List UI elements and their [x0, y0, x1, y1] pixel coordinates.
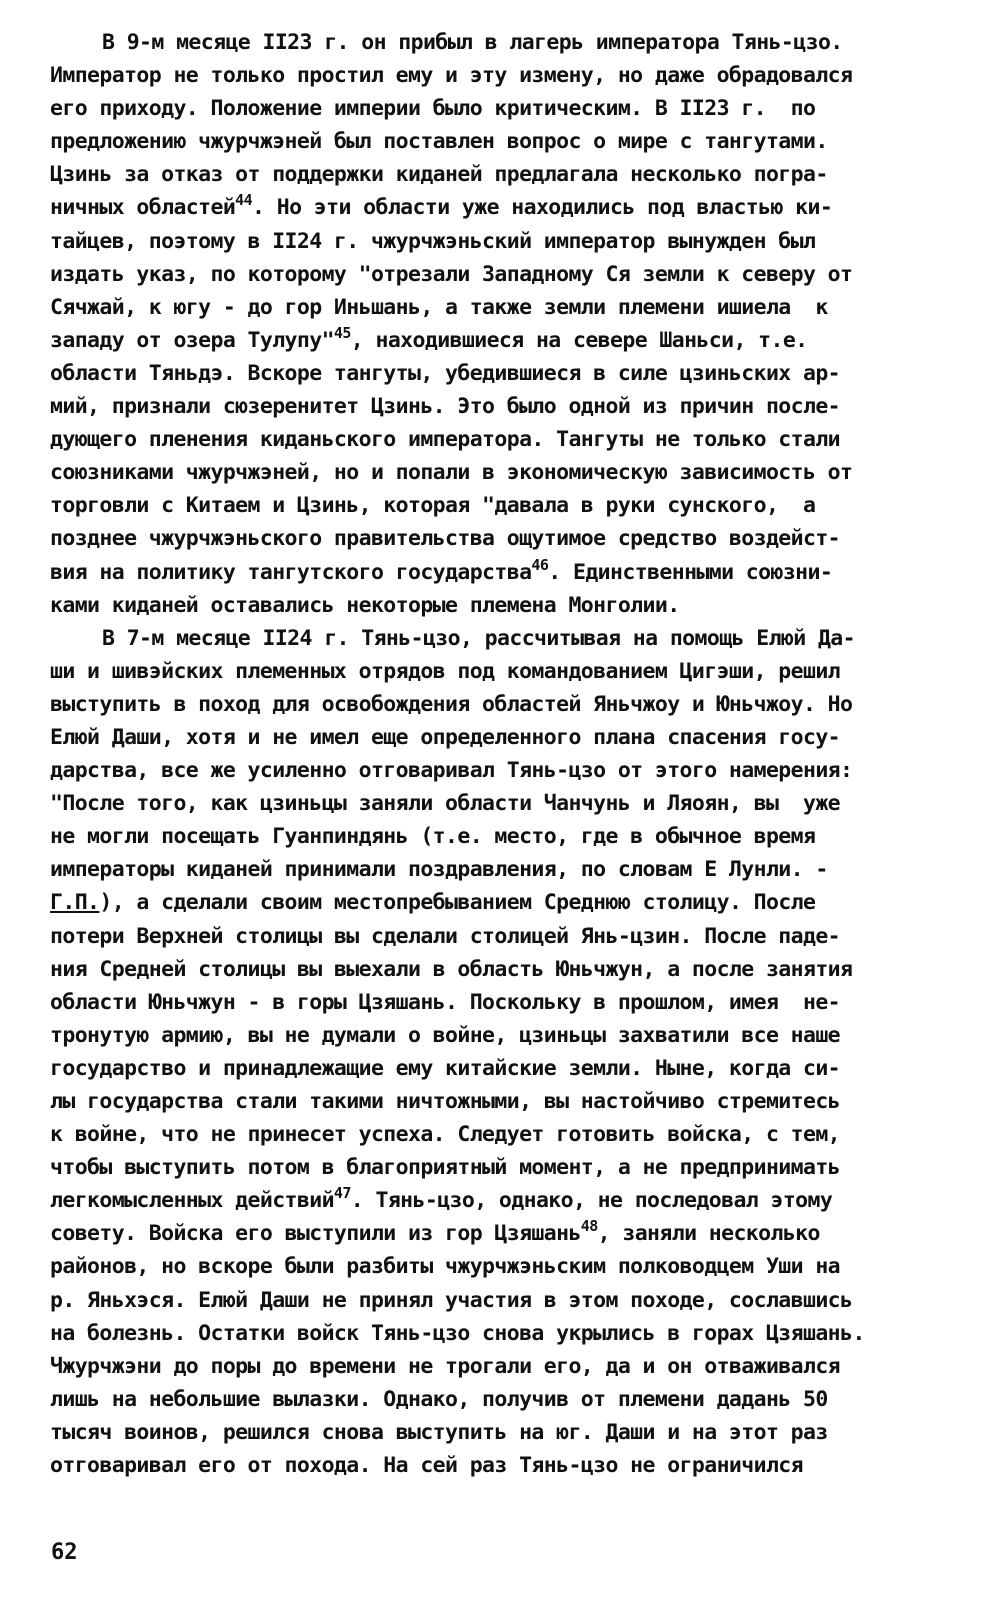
text-line: союзниками чжурчжэней, но и попали в экономическую зависимость от: [50, 460, 853, 486]
text-line: [50, 191, 960, 224]
text-line: Цзинь за отказ от поддержки киданей предлагала несколько погра-: [50, 162, 828, 188]
text-segment: . Тянь-цзо, однако, не последовал этому: [350, 1188, 833, 1214]
text-line: чтобы выступить потом в благоприятный момент, а не предпринимать: [50, 1155, 841, 1181]
text-line: ши и шивэйских племенных отрядов под командованием Цигэши, решил: [50, 658, 841, 684]
text-line: ния Средней столицы вы выехали в область Юньчжун, а после занятия: [50, 956, 853, 982]
text-segment: вия на политику тангутского государства: [50, 559, 532, 585]
text-line: предложению чжурчжэней был поставлен вопрос о мире с тангутами.: [50, 129, 828, 155]
text-line: издать указ, по которому "отрезали Западному Ся земли к северу от: [50, 261, 853, 287]
text-segment: ), а сделали своим местопребыванием Среднюю столицу. После: [99, 890, 816, 916]
text-segment: , находившиеся на севере Шаньси, т.е.: [350, 327, 808, 353]
text-line: области Тяньдэ. Вскоре тангуты, убедившиеся в силе цзиньских ар-: [50, 360, 841, 386]
footnote-ref-47: 47: [333, 1184, 351, 1203]
text-line: Чжурчжэни до поры до времени не трогали его, да и он отваживался: [50, 1353, 841, 1379]
text-segment: ничных областей: [50, 195, 236, 221]
text-line: "После того, как цзиньцы заняли области Чанчунь и Ляоян, вы уже: [50, 791, 841, 817]
text-line: области Юньчжун - в горы Цзяшань. Поскольку в прошлом, имея не-: [50, 989, 841, 1015]
text-line: торговли с Китаем и Цзинь, которая "давала в руки сунского, а: [50, 493, 816, 519]
text-line: позднее чжурчжэньского правительства ощутимое средство воздейст-: [50, 526, 841, 552]
author-initials: Г.П.: [50, 890, 100, 916]
text-line: выступить в поход для освобождения областей Яньчжоу и Юньчжоу. Но: [50, 691, 853, 717]
text-line: [50, 886, 960, 919]
text-segment: . Но эти области уже находились под властью ки-: [252, 195, 833, 221]
text-line: на болезнь. Остатки войск Тянь-цзо снова укрылись в горах Цзяшань.: [50, 1320, 865, 1346]
text-line: потери Верхней столицы вы сделали столицей Янь-цзин. После паде-: [50, 923, 841, 949]
text-segment: совету. Войска его выступили из гор Цзяшань: [50, 1221, 581, 1247]
text-line: мий, признали сюзеренитет Цзинь. Это было одной из причин после-: [50, 394, 841, 420]
text-line: не могли посещать Гуанпиндянь (т.е. место, где в обычное время: [50, 824, 816, 850]
text-line: [50, 324, 960, 357]
text-line: императоры киданей принимали поздравления, по словам Е Лунли. -: [50, 857, 828, 883]
text-line: лишь на небольшие вылазки. Однако, получив от племени дадань 50: [50, 1386, 828, 1412]
text-line: тронутую армию, вы не думали о войне, цзиньцы захватили все наше: [50, 1022, 841, 1048]
text-line: районов, но вскоре были разбиты чжурчжэньским полководцем Уши на: [50, 1254, 841, 1280]
text-line: государство и принадлежащие ему китайские земли. Ныне, когда си-: [50, 1055, 841, 1081]
text-line: тайцев, поэтому в II24 г. чжурчжэньский император вынужден был: [50, 228, 816, 254]
text-line: [50, 556, 960, 589]
text-line: [50, 1184, 960, 1217]
text-line: р. Яньхэся. Елюй Даши не принял участия в этом походе, сославшись: [50, 1287, 853, 1313]
text-segment: легкомысленных действий: [50, 1188, 334, 1214]
text-line: тысяч воинов, решился снова выступить на юг. Даши и на этот раз: [50, 1419, 828, 1445]
text-line: к войне, что не принесет успеха. Следует готовить войска, с тем,: [50, 1122, 841, 1148]
text-segment: . Единственными союзни-: [548, 559, 833, 585]
footnote-ref-45: 45: [333, 323, 351, 342]
text-line: дующего пленения киданьского императора. Тангуты не только стали: [50, 427, 841, 453]
text-segment: западу от озера Тулупу": [50, 327, 334, 353]
footnote-ref-46: 46: [531, 555, 549, 574]
footnote-ref-44: 44: [235, 191, 253, 210]
text-line: Елюй Даши, хотя и не имел еще определенного плана спасения госу-: [50, 724, 841, 750]
body-text: [50, 26, 960, 1482]
text-line: лы государства стали такими ничтожными, вы настойчиво стремитесь: [50, 1089, 841, 1114]
footnote-ref-48: 48: [580, 1217, 598, 1236]
text-line: отговаривал его от похода. На сей раз Тянь-цзо не ограничился: [50, 1453, 803, 1479]
text-line: В 9-м месяце II23 г. он прибыл в лагерь императора Тянь-цзо.: [102, 30, 843, 55]
text-line: его приходу. Положение империи было критическим. В II23 г. по: [50, 96, 816, 122]
text-line: [50, 1217, 960, 1250]
text-line: Сячжай, к югу - до гор Иньшань, а также земли племени ишиела к: [50, 294, 828, 320]
text-segment: , заняли несколько: [597, 1221, 820, 1247]
text-line: ками киданей оставались некоторые племена Монголии.: [50, 592, 680, 618]
text-line: дарства, все же усиленно отговаривал Тянь-цзо от этого намерения:: [50, 758, 853, 784]
page-number: 62: [51, 1540, 78, 1565]
text-line: В 7-м месяце II24 г. Тянь-цзо, рассчитывая на помощь Елюй Да-: [102, 625, 855, 651]
text-line: Император не только простил ему и эту измену, но даже обрадовался: [50, 63, 853, 89]
